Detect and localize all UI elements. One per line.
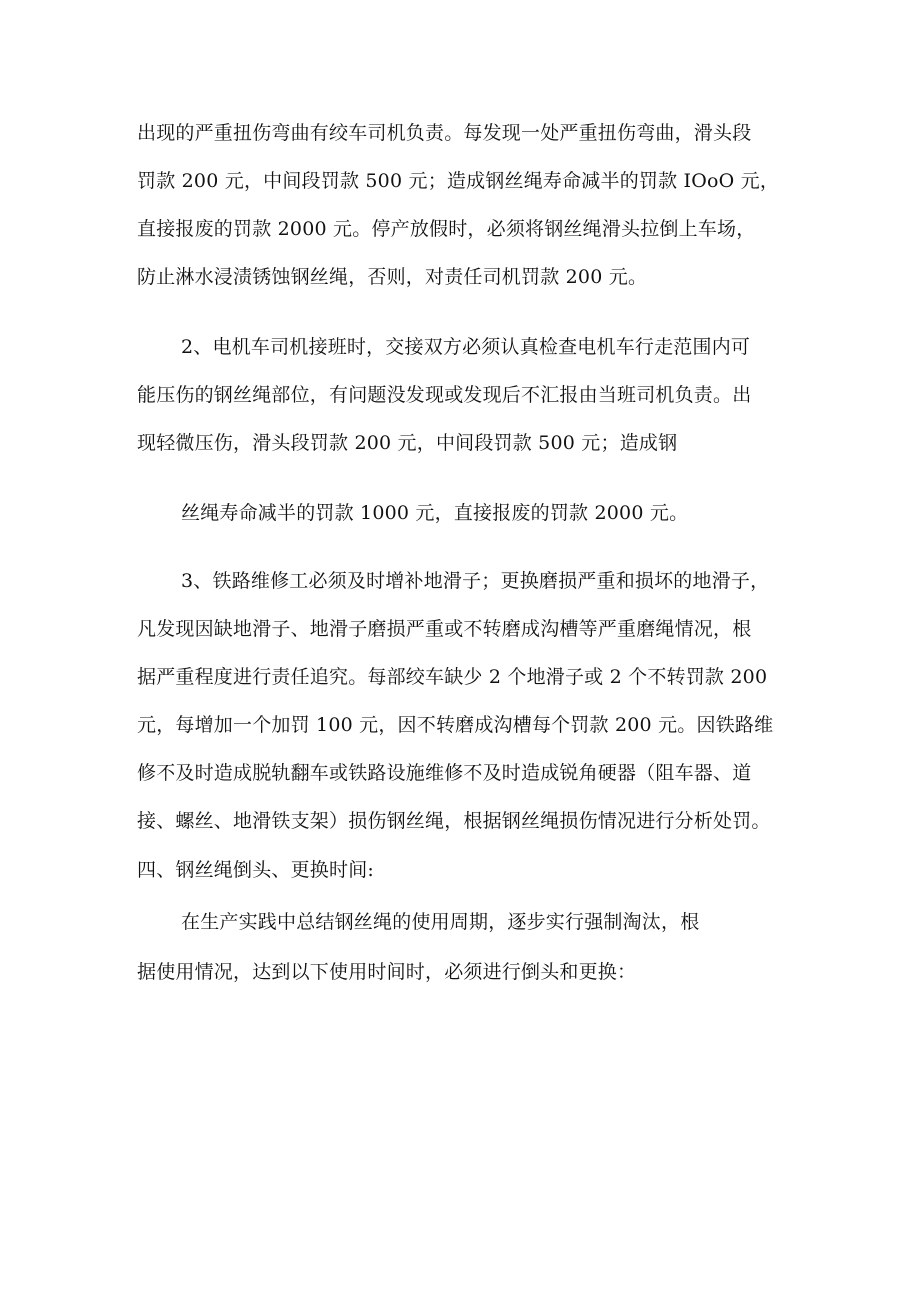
section-heading: 四、钢丝绳倒头、更换时间: [137,859,375,881]
text-line: 罚款 200 元，中间段罚款 500 元；造成钢丝绳寿命减半的罚款 IOoO 元， [137,170,780,192]
text-line: 3、铁路维修工必须及时增补地滑子；更换磨损严重和损坏的地滑子， [181,570,770,592]
text-line: 2、电机车司机接班时，交接双方必须认真检查电机车行走范围内可 [181,336,751,358]
text-line: 凡发现因缺地滑子、地滑子磨损严重或不转磨成沟槽等严重磨绳情况，根 [137,618,752,640]
text-line: 能压伤的钢丝绳部位，有问题没发现或发现后不汇报由当班司机负责。出 [137,384,752,406]
text-line: 出现的严重扭伤弯曲有绞车司机负责。每发现一处严重扭伤弯曲，滑头段 [137,122,752,144]
text-line: 修不及时造成脱轨翻车或铁路设施维修不及时造成锐角硬器（阻车器、道 [137,762,752,784]
text-line: 直接报废的罚款 2000 元。停产放假时，必须将钢丝绳滑头拉倒上车场， [137,218,756,240]
text-line: 元，每增加一个加罚 100 元，因不转磨成沟槽每个罚款 200 元。因铁路维 [137,714,774,736]
text-line: 据使用情况，达到以下使用时间时，必须进行倒头和更换： [137,961,637,983]
text-line: 丝绳寿命减半的罚款 1000 元，直接报废的罚款 2000 元。 [181,502,689,524]
text-line: 据严重程度进行责任追究。每部绞车缺少 2 个地滑子或 2 个不转罚款 200 [137,666,768,688]
text-line: 接、螺丝、地滑铁支架）损伤钢丝绳，根据钢丝绳损伤情况进行分析处罚。 [137,810,771,832]
text-line: 现轻微压伤，滑头段罚款 200 元，中间段罚款 500 元；造成钢 [137,432,678,454]
text-line: 在生产实践中总结钢丝绳的使用周期，逐步实行强制淘汰，根 [181,911,700,933]
text-line: 防止淋水浸渍锈蚀钢丝绳，否则，对责任司机罚款 200 元。 [137,266,648,288]
